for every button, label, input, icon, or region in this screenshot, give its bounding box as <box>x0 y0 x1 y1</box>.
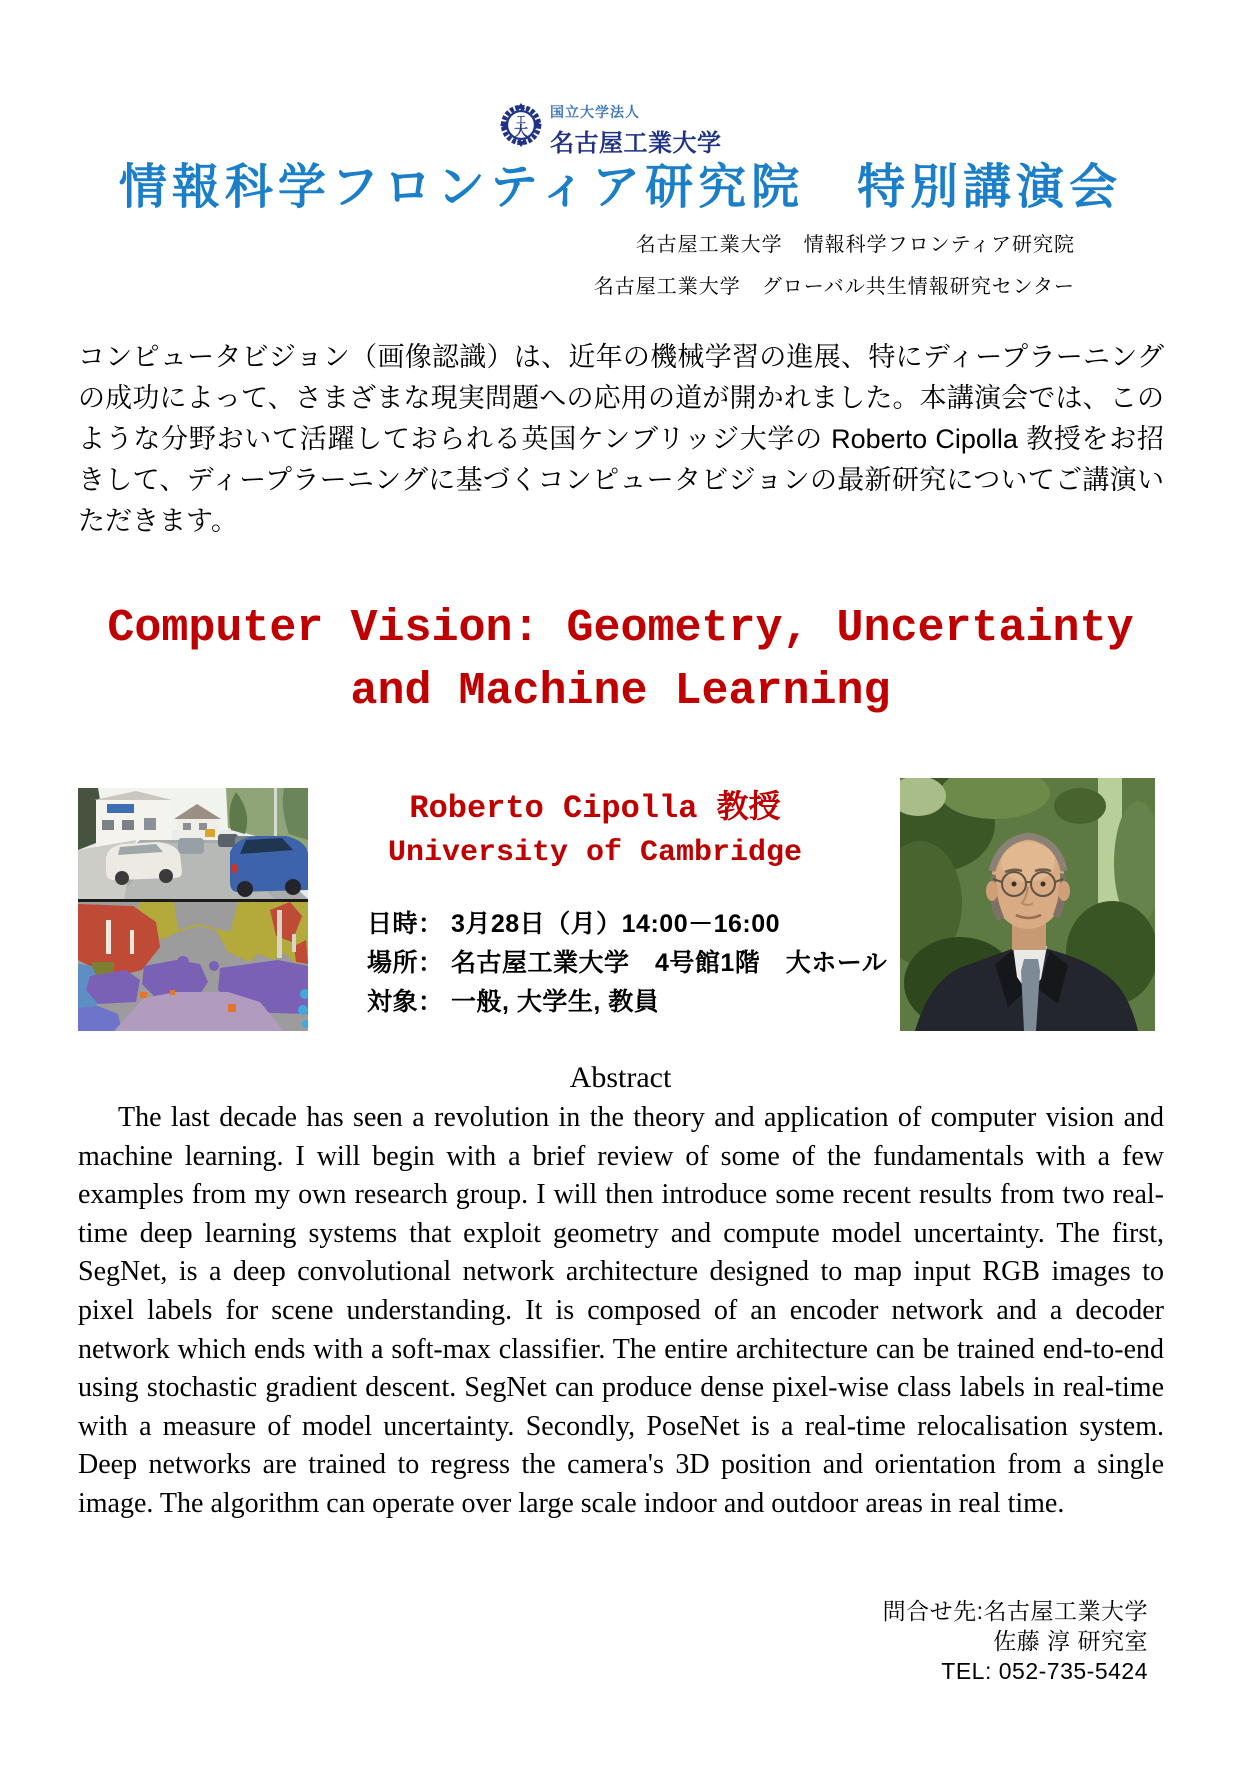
detail-datetime: 日時： 3月28日（月）14:00－16:00 <box>367 910 781 938</box>
contact-line-3: TEL: 052-735-5424 <box>941 1658 1148 1684</box>
crest-glyph-ko: 工 <box>516 114 526 126</box>
speaker-affiliation: University of Cambridge <box>387 836 803 870</box>
lecture-title <box>0 597 1241 723</box>
abstract-heading: Abstract <box>569 1061 672 1094</box>
lecture-title-line-1: Computer Vision: Geometry, Uncertainty <box>107 603 1134 654</box>
speaker-portrait-image <box>900 778 1155 1031</box>
page-title: 情報科学フロンティア研究院 特別講演会 <box>118 161 1123 214</box>
abstract-body: The last decade has seen a revolution in the theory and application of computer vision and machine learning. I will begin with a brief review of some of the fundamentals with a few examples from my own research group. I will then introduce some recent results from two real-time deep learning systems that exploit geometry and compute model uncertainty. The first, SegNet, is a deep convolutional network architecture designed to map input RGB images to pixel labels for scene understanding. It is composed of an encoder network and a decoder network which ends with a soft-max classifier. The entire architecture can be trained end-to-end using stochastic gradient descent. SegNet can produce dense pixel-wise class labels in real-time with a measure of model uncertainty. Secondly, PoseNet is a real-time relocalisation system. Deep networks are trained to regress the camera's 3D position and orientation from a single image. The algorithm can operate over large scale indoor and outdoor areas in real time. <box>78 1102 1164 1519</box>
organizer-block <box>594 224 1075 308</box>
organizer-line-2: 名古屋工業大学 グローバル共生情報研究センター <box>593 276 1075 298</box>
organizer-line-1: 名古屋工業大学 情報科学フロンティア研究院 <box>635 234 1075 256</box>
contact-line-2: 佐藤 淳 研究室 <box>993 1628 1148 1654</box>
detail-venue: 場所： 名古屋工業大学 4号館1階 大ホール <box>367 949 888 977</box>
intro-paragraph: コンピュータビジョン（画像認識）は、近年の機械学習の進展、特にディープラーニングの成功によって、さまざまな現実問題への応用の道が開かれました。本講演会では、このような分野おいて活躍しておられる英国ケンブリッジ大学の Roberto Cipolla 教授をお招きして、ディープラーニングに基づくコンピュータビジョンの最新研究についてご講演いただきます。 <box>78 342 1164 536</box>
lecture-title-line-2: and Machine Learning <box>350 666 891 717</box>
logo-university-name: 名古屋工業大学 <box>550 130 722 157</box>
speaker-name: Roberto Cipolla 教授 <box>409 790 781 827</box>
contact-block <box>883 1596 1148 1686</box>
nitech-crest-icon <box>499 102 543 148</box>
logo-corporation-label: 国立大学法人 <box>550 104 640 120</box>
event-details <box>367 905 887 1022</box>
contact-line-1: 問合せ先:名古屋工業大学 <box>882 1598 1148 1624</box>
street-scene-image <box>78 788 308 1031</box>
crest-glyph-dai: 大 <box>514 123 528 139</box>
detail-audience: 対象： 一般, 大学生, 教員 <box>367 988 660 1016</box>
